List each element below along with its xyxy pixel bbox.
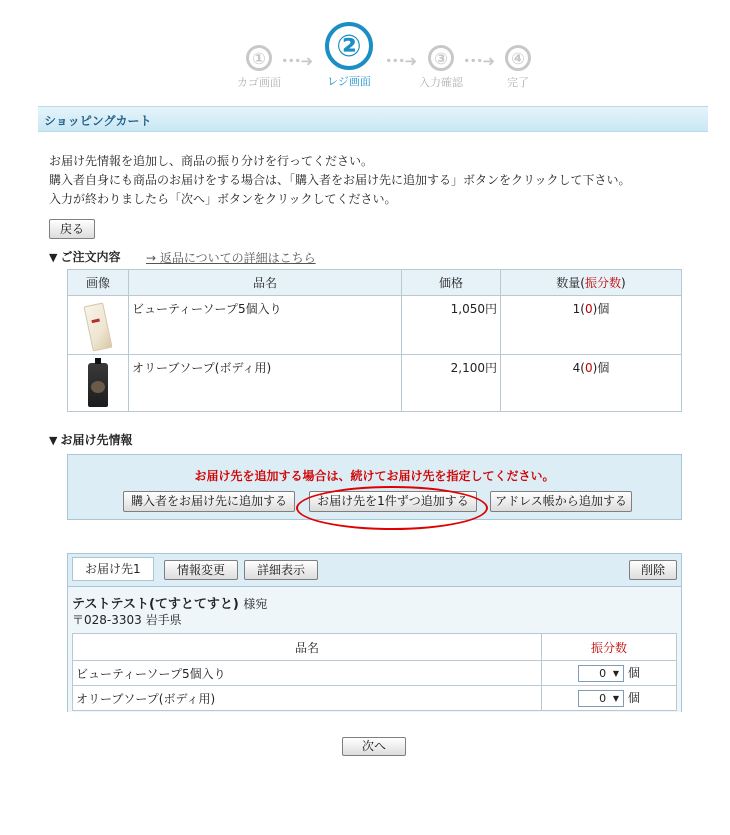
step-4-icon: ④: [505, 45, 531, 71]
product-price: 1,050円: [402, 296, 501, 355]
show-detail-button[interactable]: 詳細表示: [244, 560, 318, 580]
dropdown-arrow-icon: ▼: [612, 694, 620, 703]
step-3-icon: ③: [428, 45, 454, 71]
alloc-value: 0: [584, 361, 593, 375]
step-2-icon: ②: [325, 22, 373, 70]
progress-steps: [0, 18, 730, 98]
section-header: [38, 106, 708, 132]
order-table: [67, 269, 682, 412]
alloc-select-value: 0: [599, 692, 607, 705]
recipient-name-text: テストテスト(てすとてすと): [72, 597, 239, 612]
qty-header-alloc: 振分数: [584, 276, 621, 290]
alloc-unit: 個: [627, 691, 640, 705]
shipping-tab-label: お届け先1: [72, 557, 154, 581]
product-name: ビューティーソープ5個入り: [129, 296, 402, 355]
qty-header-prefix: 数量(: [556, 276, 585, 290]
product-qty: 4(0)個: [501, 355, 682, 412]
product-image-cell: [68, 296, 129, 355]
qty-unit: 個: [597, 361, 610, 375]
step-complete: [500, 45, 536, 90]
qty-header-suffix: ): [621, 276, 626, 290]
soap-box-image: [83, 302, 112, 351]
arrow-icon: ･･･➜: [463, 52, 495, 70]
alloc-cell: [542, 661, 677, 686]
alloc-select-value: 0: [599, 667, 607, 680]
alloc-select[interactable]: [578, 690, 624, 707]
triangle-down-icon: ▼: [49, 434, 58, 447]
next-button[interactable]: 次へ: [342, 737, 406, 756]
product-qty: 1(0)個: [501, 296, 682, 355]
table-row: [68, 355, 682, 412]
table-row: [73, 661, 677, 686]
allocation-table: [72, 633, 677, 711]
change-info-button[interactable]: 情報変更: [164, 560, 238, 580]
destination-heading-label: お届け先情報: [60, 433, 133, 447]
table-header-row: [68, 270, 682, 296]
step-complete-label: 完了: [507, 76, 529, 89]
column-header-qty: [501, 270, 682, 296]
step-1-icon: ①: [246, 45, 272, 71]
product-name: オリーブソープ(ボディ用): [73, 686, 542, 711]
add-destination-button[interactable]: お届け先を1件ずつ追加する: [309, 491, 477, 512]
table-row: [73, 686, 677, 711]
shipping-details: [68, 586, 681, 712]
recipient-honorific: 様宛: [243, 597, 268, 611]
alloc-unit: 個: [627, 666, 640, 680]
instruction-line: 購入者自身にも商品のお届けをする場合は、「購入者をお届け先に追加する」ボタンをクリックして下さい。: [49, 173, 631, 187]
instruction-line: お届け先情報を追加し、商品の振り分けを行ってください。: [49, 154, 374, 168]
step-cart-label: カゴ画面: [237, 76, 281, 89]
column-header-name: 品名: [129, 270, 402, 296]
destination-panel: [67, 454, 682, 520]
return-policy-link[interactable]: → 返品についての詳細はこちら: [146, 251, 316, 265]
alloc-value: 0: [584, 302, 593, 316]
order-heading: [49, 248, 120, 265]
column-header-alloc: 振分数: [542, 634, 677, 661]
shipping-destination-card: [67, 553, 682, 712]
arrow-icon: ･･･➜: [385, 52, 417, 70]
qty-unit: 個: [597, 302, 610, 316]
column-header-price: 価格: [402, 270, 501, 296]
qty-value: 4: [572, 361, 581, 375]
step-register: [318, 22, 380, 89]
product-name: ビューティーソープ5個入り: [73, 661, 542, 686]
instructions: [49, 152, 631, 209]
column-header-image: 画像: [68, 270, 129, 296]
delete-button[interactable]: 削除: [629, 560, 677, 580]
product-price: 2,100円: [402, 355, 501, 412]
alloc-select[interactable]: [578, 665, 624, 682]
section-title: ショッピングカート: [44, 114, 152, 128]
destination-heading: [49, 431, 132, 448]
column-header-name: 品名: [73, 634, 542, 661]
instruction-line: 入力が終わりましたら「次へ」ボタンをクリックしてください。: [49, 192, 397, 206]
table-header-row: [73, 634, 677, 661]
qty-value: 1: [572, 302, 581, 316]
recipient-name: [72, 593, 267, 612]
alloc-cell: [542, 686, 677, 711]
soap-bottle-image: [88, 363, 108, 407]
add-from-address-book-button[interactable]: アドレス帳から追加する: [490, 491, 632, 512]
step-confirm: [413, 45, 469, 90]
add-purchaser-button[interactable]: 購入者をお届け先に追加する: [123, 491, 295, 512]
arrow-icon: ･･･➜: [281, 52, 313, 70]
product-image-cell: [68, 355, 129, 412]
dropdown-arrow-icon: ▼: [612, 669, 620, 678]
table-row: [68, 296, 682, 355]
step-register-label: レジ画面: [327, 75, 371, 88]
recipient-address: 〒028-3303 岩手県: [72, 613, 182, 627]
destination-message: お届け先を追加する場合は、続けてお届け先を指定してください。: [194, 469, 555, 483]
back-button[interactable]: 戻る: [49, 219, 95, 239]
triangle-down-icon: ▼: [49, 251, 58, 264]
order-heading-label: ご注文内容: [60, 250, 121, 264]
step-cart: [233, 45, 285, 90]
step-confirm-label: 入力確認: [419, 76, 463, 89]
product-name: オリーブソープ(ボディ用): [129, 355, 402, 412]
